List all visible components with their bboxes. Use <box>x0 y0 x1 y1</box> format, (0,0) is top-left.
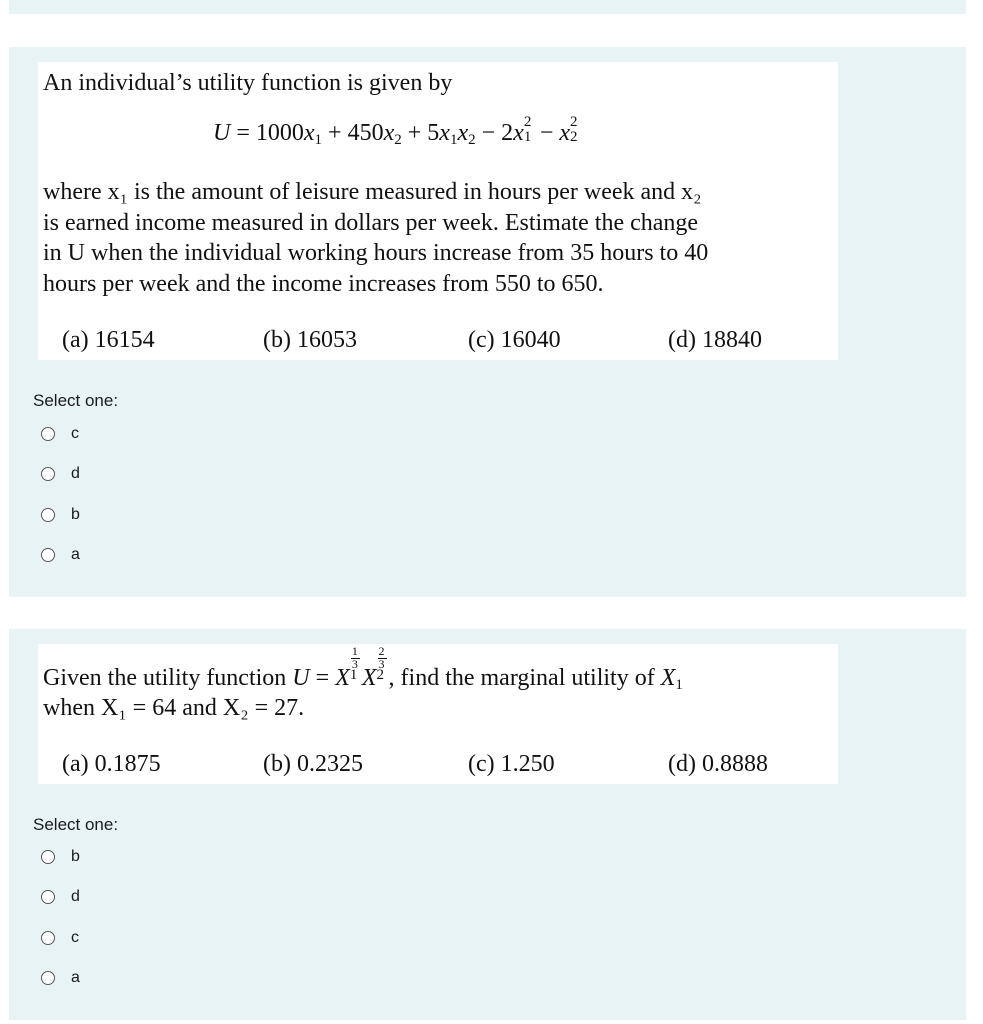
select-one-label: Select one: <box>33 815 119 834</box>
question-1-card <box>9 47 966 597</box>
answer-option[interactable] <box>41 423 79 445</box>
answer-option-label: c <box>71 425 79 442</box>
answer-option[interactable] <box>41 886 80 908</box>
answer-option[interactable] <box>41 544 80 566</box>
choice-c: (c) 16040 <box>468 327 561 353</box>
choice-d: (d) 0.8888 <box>668 751 768 777</box>
choice-b: (b) 0.2325 <box>263 751 363 777</box>
answer-option[interactable] <box>41 967 80 989</box>
question-2-body: Given the utility function U = X 1 3 1 X 2 3 2 , find the marginal utility of X1 when X₁ = 64 and X₂ = 27. <box>43 644 683 721</box>
answer-option[interactable] <box>41 504 80 526</box>
question-2-choices <box>62 751 822 783</box>
question-1-intro: An individual’s utility function is given by <box>43 70 453 96</box>
answer-option-label: b <box>71 848 80 865</box>
radio-circle-icon[interactable] <box>41 427 55 441</box>
utility-formula: $U = 1000x_1 + 450x_2 + 5x_1x_2 - 2x$ 2 1 − x 2 2 <box>213 114 578 148</box>
answer-option-label: d <box>71 465 80 482</box>
choice-d: (d) 18840 <box>668 327 762 353</box>
answer-option-label: d <box>71 888 80 905</box>
radio-circle-icon[interactable] <box>41 508 55 522</box>
question-2-text-image <box>38 644 838 784</box>
radio-circle-icon[interactable] <box>41 467 55 481</box>
answer-option-label: b <box>71 506 80 523</box>
answer-option-label: c <box>71 929 79 946</box>
radio-circle-icon[interactable] <box>41 850 55 864</box>
answer-option[interactable] <box>41 463 80 485</box>
choice-c: (c) 1.250 <box>468 751 555 777</box>
radio-circle-icon[interactable] <box>41 890 55 904</box>
radio-circle-icon[interactable] <box>41 971 55 985</box>
answer-option-label: a <box>71 546 80 563</box>
choice-a: (a) 0.1875 <box>62 751 161 777</box>
question-1-choices <box>62 327 822 359</box>
question-1-body: where x₁ is the amount of leisure measured in hours per week and x₂ is earned income measured in dollars per week. Estimate the change in U when the individual working hours increase from 35 hours to 40 hours per week and the income increases from 550 to 650. <box>43 179 709 297</box>
choice-b: (b) 16053 <box>263 327 357 353</box>
answer-option-label: a <box>71 969 80 986</box>
answer-option[interactable] <box>41 846 80 868</box>
question-2-card <box>9 629 966 1020</box>
previous-question-edge <box>9 0 966 14</box>
radio-circle-icon[interactable] <box>41 548 55 562</box>
select-one-label: Select one: <box>33 391 119 410</box>
answer-option[interactable] <box>41 927 79 949</box>
question-1-text-image <box>38 62 838 360</box>
radio-circle-icon[interactable] <box>41 931 55 945</box>
choice-a: (a) 16154 <box>62 327 155 353</box>
